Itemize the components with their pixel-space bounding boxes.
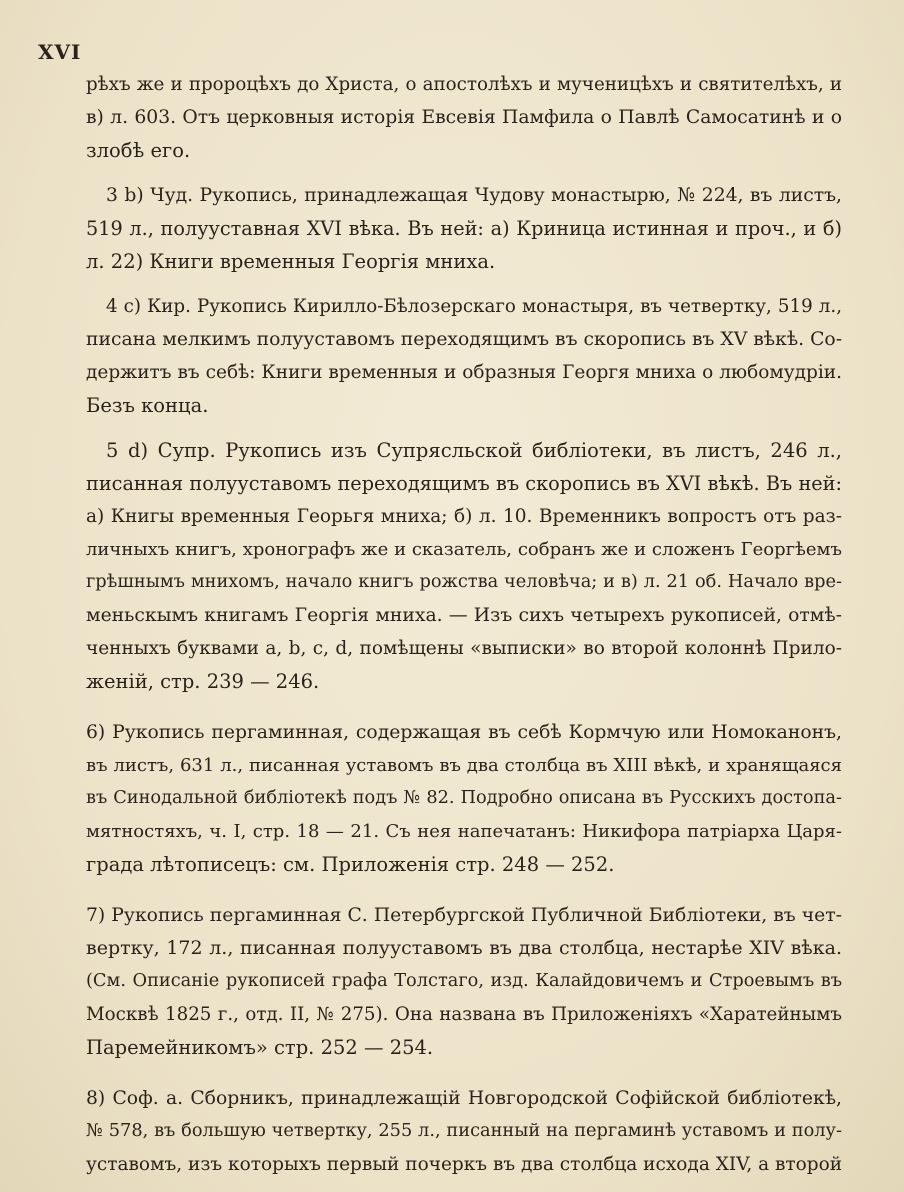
text-line: 5 d) Супр. Рукопись изъ Супрясльской библіотеки, въ листъ, 246 л., xyxy=(106,439,842,462)
body-text xyxy=(86,68,842,1189)
text-line: Паремейникомъ» стр. 252 — 254. xyxy=(86,1036,434,1059)
page-number: XVI xyxy=(38,40,82,64)
paragraph xyxy=(86,716,842,881)
text-line: грѣшнымъ мнихомъ, начало книгъ рожства человѣча; и в) л. 21 об. Начало вре- xyxy=(86,572,842,592)
text-line: женій, стр. 239 — 246. xyxy=(86,670,320,693)
text-line: 6) Рукопись пергаминная, содержащая въ себѣ Кормчую или Номоканонъ, xyxy=(86,722,842,743)
text-line: въ листъ, 631 л., писанная уставомъ въ два столбца въ XIII вѣкѣ, и хранящаяся xyxy=(86,755,842,776)
text-line: держитъ въ себѣ: Книги временныя и образныя Георгя мниха о любомудріи. xyxy=(86,362,842,383)
text-line: града лѣтописецъ: см. Приложенія стр. 248 — 252. xyxy=(86,853,615,876)
text-line: Москвѣ 1825 г., отд. II, № 275). Она названа въ Приложеніяхъ «Харатейнымъ xyxy=(86,1004,842,1025)
text-line: меньскымъ книгамъ Георгія мниха. — Изъ сихъ четырехъ рукописей, отмѣ- xyxy=(86,605,842,626)
text-line: злобѣ его. xyxy=(86,139,191,162)
text-line: л. 22) Книги временныя Георгія мниха. xyxy=(86,250,496,273)
text-line: 3 b) Чуд. Рукопись, принадлежащая Чудову монастырю, № 224, въ листъ, xyxy=(106,185,842,206)
text-line: Безъ конца. xyxy=(86,394,209,417)
text-line: 7) Рукопись пергаминная С. Петербургской Публичной Библіотеки, въ чет- xyxy=(86,905,842,926)
text-line: писана мелкимъ полууставомъ переходящимъ въ скоропись въ XV вѣкѣ. Со- xyxy=(86,329,843,350)
text-line: 4 c) Кир. Рукопись Кирилло-Бѣлозерскаго монастыря, въ четвертку, 519 л., xyxy=(106,296,842,317)
text-line: личныхъ книгъ, хронографъ же и сказатель, собранъ же и сложенъ Георгѣемъ xyxy=(86,539,842,560)
text-line: въ Синодальной библіотекѣ подъ № 82. Подробно описана въ Русскихъ достопа- xyxy=(86,788,842,808)
text-line: 519 л., полууставная XVI вѣка. Въ ней: а) Криница истинная и проч., и б) xyxy=(86,217,842,240)
text-line: мятностяхъ, ч. I, стр. 18 — 21. Съ нея напечатанъ: Никифора патріарха Царя- xyxy=(86,821,842,842)
text-line: уставомъ, изъ которыхъ первый почеркъ въ два столбца исхода XIV, а второй xyxy=(86,1154,843,1175)
paragraph xyxy=(86,179,842,278)
text-line: в) л. 603. Отъ церковныя исторія Евсевія Памфила о Павлѣ Самосатинѣ и о xyxy=(86,107,842,128)
text-line: ченныхъ буквами a, b, c, d, помѣщены «выписки» во второй колоннѣ Прило- xyxy=(86,638,842,659)
paragraph xyxy=(86,290,842,422)
text-line: писанная полууставомъ переходящимъ въ скоропись въ XVI вѣкѣ. Въ ней: xyxy=(86,472,842,495)
text-line: 8) Соф. а. Сборникъ, принадлежащій Новгородской Софійской библіотекѣ, xyxy=(86,1088,842,1109)
text-line: (См. Описаніе рукописей графа Толстаго, изд. Калайдовичемъ и Строевымъ въ xyxy=(86,971,842,991)
text-line: вертку, 172 л., писанная полууставомъ въ два столбца, нестарѣе XIV вѣка. xyxy=(86,937,842,959)
paragraph xyxy=(86,899,842,1064)
text-line: рѣхъ же и пророцѣхъ до Христа, о апостолѣхъ и мученицѣхъ и святителѣхъ, и xyxy=(86,74,842,95)
paragraph xyxy=(86,68,842,167)
paragraph xyxy=(86,434,842,698)
text-line: № 578, въ большую четвертку, 255 л., писанный на пергаминѣ уставомъ и полу- xyxy=(86,1121,842,1141)
paragraph xyxy=(86,1082,842,1181)
text-line: а) Книгы временныя Георьгя мниха; б) л. 10. Временникъ вопростъ отъ раз- xyxy=(86,506,842,527)
